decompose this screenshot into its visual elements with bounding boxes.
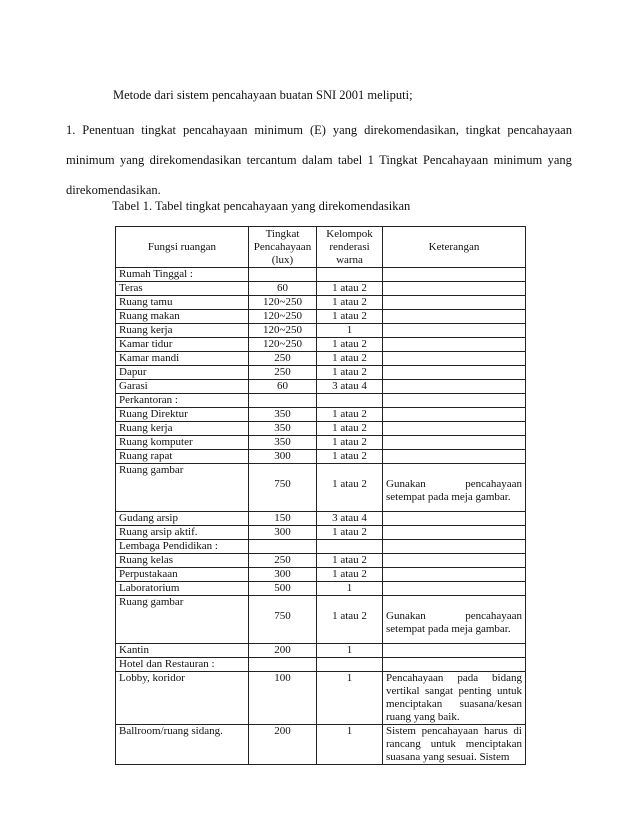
table-row [116,436,526,450]
word: tercantum [246,153,297,167]
empty-cell [317,658,383,672]
table-row [116,526,526,540]
cell-fungsi: Kamar mandi [116,352,249,366]
cell-tingkat: 250 [249,366,317,380]
cell-tingkat: 750 [249,464,317,512]
word: pencahayaan [507,123,572,137]
cell-fungsi: Ruang arsip aktif. [116,526,249,540]
table-row [116,554,526,568]
cell-kelompok: 1 atau 2 [317,338,383,352]
cell-kelompok: 1 [317,672,383,725]
cell-fungsi: Perpustakaan [116,568,249,582]
word: direkomendasikan. [66,183,161,197]
cell-kelompok: 1 atau 2 [317,366,383,380]
cell-kelompok: 1 [317,725,383,765]
header-fungsi: Fungsi ruangan [116,227,249,268]
cell-kelompok: 1 atau 2 [317,526,383,540]
cell-keterangan [383,380,526,394]
cell-fungsi: Ruang komputer [116,436,249,450]
cell-tingkat: 120~250 [249,324,317,338]
empty-cell [249,540,317,554]
cell-keterangan [383,324,526,338]
table-row [116,282,526,296]
table-row [116,582,526,596]
cell-tingkat: 100 [249,672,317,725]
category-row [116,540,526,554]
cell-keterangan: Gunakan pencahayaan setempat pada meja gambar. [383,596,526,644]
category-label: Rumah Tinggal : [116,268,249,282]
cell-kelompok: 1 atau 2 [317,422,383,436]
header-tingkat: Tingkat Pencahayaan (lux) [249,227,317,268]
empty-cell [383,658,526,672]
cell-fungsi: Laboratorium [116,582,249,596]
cell-keterangan [383,366,526,380]
cell-tingkat: 150 [249,512,317,526]
cell-keterangan [383,408,526,422]
category-label: Perkantoran : [116,394,249,408]
word: tingkat [465,123,501,137]
empty-cell [383,394,526,408]
table-row [116,464,526,512]
table-row [116,366,526,380]
header-kelompok: Kelompok renderasi warna [317,227,383,268]
cell-kelompok: 1 atau 2 [317,352,383,366]
word: Pencahayaan [422,153,489,167]
cell-tingkat: 250 [249,554,317,568]
cell-kelompok: 1 [317,582,383,596]
cell-keterangan [383,422,526,436]
cell-keterangan [383,568,526,582]
empty-cell [249,394,317,408]
table-row [116,672,526,725]
cell-tingkat: 750 [249,596,317,644]
cell-kelompok: 1 [317,324,383,338]
empty-cell [249,658,317,672]
cell-kelompok: 3 atau 4 [317,380,383,394]
cell-kelompok: 1 atau 2 [317,464,383,512]
cell-fungsi: Lobby, koridor [116,672,249,725]
cell-fungsi: Garasi [116,380,249,394]
cell-fungsi: Kamar tidur [116,338,249,352]
word: minimum [493,153,543,167]
cell-fungsi: Ruang gambar [116,464,249,512]
cell-fungsi: Ruang rapat [116,450,249,464]
empty-cell [317,394,383,408]
table-row [116,512,526,526]
word: yang [547,153,572,167]
table-row [116,422,526,436]
word: dalam [302,153,333,167]
category-row [116,394,526,408]
word: direkomendasikan [149,153,242,167]
cell-kelompok: 1 atau 2 [317,596,383,644]
word: Penentuan [82,123,135,137]
cell-kelompok: 1 [317,644,383,658]
word: 1 [367,153,374,167]
table-row [116,380,526,394]
lighting-table [115,226,526,765]
cell-tingkat: 350 [249,422,317,436]
table-row [116,450,526,464]
cell-kelompok: 1 atau 2 [317,568,383,582]
table-row [116,324,526,338]
category-label: Hotel dan Restauran : [116,658,249,672]
cell-keterangan: Pencahayaan pada bidang vertikal sangat penting untuk menciptakan suasana/kesan ruang yang baik. [383,672,526,725]
cell-fungsi: Kantin [116,644,249,658]
cell-keterangan [383,450,526,464]
cell-tingkat: 500 [249,582,317,596]
item-1-line-2 [66,152,572,182]
cell-tingkat: 350 [249,408,317,422]
category-label: Lembaga Pendidikan : [116,540,249,554]
word: tingkat [141,123,177,137]
table-caption: Tabel 1. Tabel tingkat pencahayaan yang direkomendasikan [112,199,411,213]
cell-fungsi: Ruang kerja [116,422,249,436]
table-row [116,568,526,582]
cell-tingkat: 250 [249,352,317,366]
cell-tingkat: 60 [249,380,317,394]
cell-kelompok: 1 atau 2 [317,436,383,450]
empty-cell [249,268,317,282]
word: 1. [66,123,76,137]
word: tabel [337,153,363,167]
word: yang [332,123,358,137]
cell-keterangan [383,554,526,568]
intro-text: Metode dari sistem pencahayaan buatan SNI 2001 meliputi; [113,88,413,102]
empty-cell [317,540,383,554]
word: minimum [254,123,304,137]
word: (E) [309,123,326,137]
cell-kelompok: 1 atau 2 [317,450,383,464]
cell-kelompok: 3 atau 4 [317,512,383,526]
cell-kelompok: 1 atau 2 [317,408,383,422]
table-row [116,310,526,324]
header-keterangan: Keterangan [383,227,526,268]
cell-keterangan [383,582,526,596]
word: minimum [66,153,115,167]
table-row [116,644,526,658]
cell-kelompok: 1 atau 2 [317,310,383,324]
cell-tingkat: 120~250 [249,310,317,324]
cell-kelompok: 1 atau 2 [317,554,383,568]
word: direkomendasikan, [364,123,459,137]
cell-fungsi: Dapur [116,366,249,380]
table-row [116,408,526,422]
empty-cell [317,268,383,282]
cell-fungsi: Gudang arsip [116,512,249,526]
cell-tingkat: 300 [249,450,317,464]
cell-fungsi: Ruang kelas [116,554,249,568]
cell-tingkat: 300 [249,568,317,582]
cell-keterangan: Gunakan pencahayaan setempat pada meja gambar. [383,464,526,512]
table-row [116,352,526,366]
cell-fungsi: Ruang kerja [116,324,249,338]
word: pencahayaan [182,123,248,137]
table-header-row [116,227,526,268]
cell-keterangan [383,352,526,366]
cell-tingkat: 120~250 [249,296,317,310]
cell-fungsi: Ruang gambar [116,596,249,644]
cell-keterangan [383,436,526,450]
cell-tingkat: 350 [249,436,317,450]
cell-fungsi: Ruang Direktur [116,408,249,422]
cell-keterangan [383,644,526,658]
cell-tingkat: 300 [249,526,317,540]
cell-keterangan [383,282,526,296]
empty-cell [383,268,526,282]
cell-kelompok: 1 atau 2 [317,282,383,296]
cell-tingkat: 200 [249,644,317,658]
cell-keterangan [383,338,526,352]
cell-keterangan: Sistem pencahayaan harus di rancang untuk menciptakan suasana yang sesuai. Sistem [383,725,526,765]
table-row [116,725,526,765]
cell-keterangan [383,526,526,540]
cell-kelompok: 1 atau 2 [317,296,383,310]
table-row [116,296,526,310]
table-body [116,268,526,765]
cell-fungsi: Ballroom/ruang sidang. [116,725,249,765]
cell-keterangan [383,296,526,310]
cell-fungsi: Ruang makan [116,310,249,324]
category-row [116,268,526,282]
empty-cell [383,540,526,554]
table-row [116,338,526,352]
cell-fungsi: Teras [116,282,249,296]
word: Tingkat [379,153,418,167]
cell-fungsi: Ruang tamu [116,296,249,310]
cell-tingkat: 200 [249,725,317,765]
category-row [116,658,526,672]
word: yang [119,153,145,167]
cell-keterangan [383,310,526,324]
item-1-line-1 [66,122,572,152]
table-row [116,596,526,644]
cell-tingkat: 60 [249,282,317,296]
cell-keterangan [383,512,526,526]
cell-tingkat: 120~250 [249,338,317,352]
